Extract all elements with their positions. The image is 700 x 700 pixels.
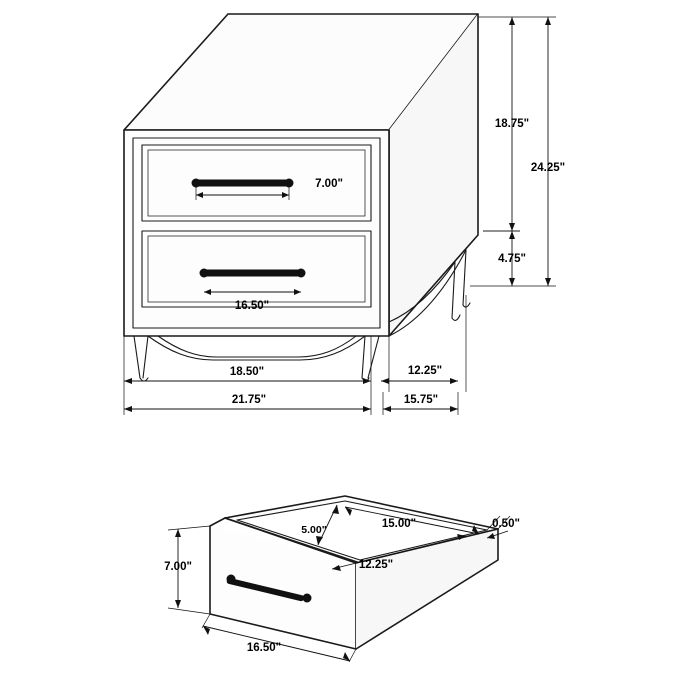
drawer-figure	[164, 496, 520, 662]
dim-label-drawer-height: 7.00"	[164, 561, 192, 574]
dim-label-side-depth: 12.25"	[407, 365, 443, 378]
dim-label-side-thickness: 0.50"	[492, 518, 520, 531]
dim-drawer-height	[164, 526, 210, 614]
dim-label-interior-depth: 12.25"	[358, 559, 394, 572]
dim-label-interior-front-depth: 5.00"	[301, 523, 327, 536]
nightstand-figure	[124, 14, 565, 415]
dim-label-lower-drawer: 16.50"	[234, 300, 270, 313]
dim-label-overall-height: 24.25"	[530, 162, 566, 175]
dim-label-cabinet-height: 18.75"	[494, 118, 530, 131]
dim-label-upper-handle: 7.00"	[315, 178, 343, 191]
dim-cabinet-height	[478, 17, 529, 231]
dim-label-leg-height: 4.75"	[498, 253, 526, 266]
dim-overall-height	[520, 17, 565, 286]
dim-drawer-side-thickness	[487, 516, 520, 539]
dim-label-overall-depth: 15.75"	[403, 394, 439, 407]
dim-label-overall-width: 21.75"	[231, 394, 267, 407]
dim-leg-height	[470, 231, 526, 286]
dim-overall-width	[124, 392, 371, 415]
dim-label-front-width: 18.50"	[229, 366, 265, 379]
dim-label-interior-width: 15.00"	[381, 518, 417, 531]
dim-overall-depth	[383, 392, 458, 415]
dim-label-drawer-front-width: 16.50"	[246, 642, 282, 655]
